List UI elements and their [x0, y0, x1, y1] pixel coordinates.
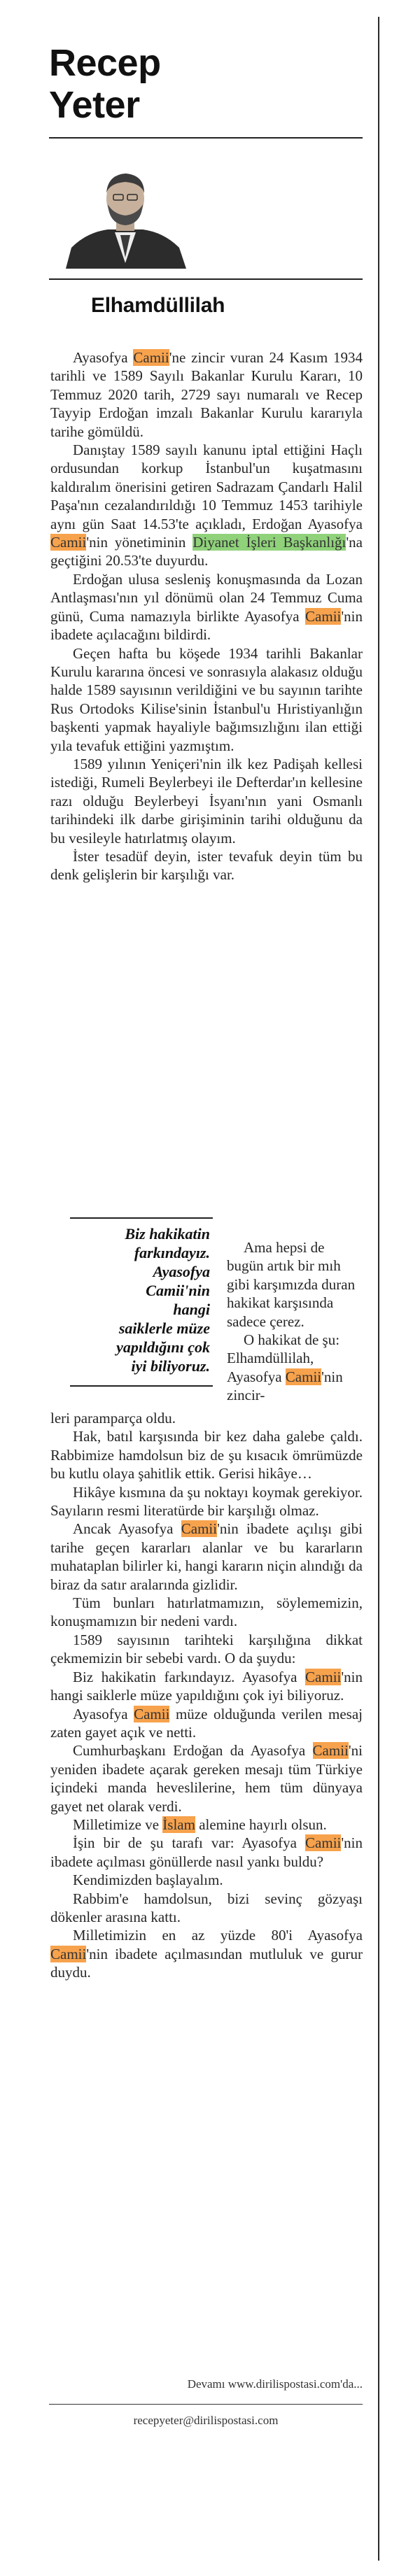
highlight: Camii — [50, 534, 87, 551]
highlight: Camii — [285, 1368, 322, 1385]
paragraph: Hikâye kısmına da şu noktayı koymak gerekiyor. Sayıların resmi literatürde bir karşılığı olmaz. — [50, 1483, 363, 1520]
highlight: Camii — [50, 1945, 87, 1962]
paragraph: Ayasofya Camii'ne zincir vuran 24 Kasım 1934 tarihli ve 1589 Sayılı Bakanlar Kurulu Kararı, 10 Temmuz 2020 tarih, 2729 sayı numaralı ve Recep Tayyip Erdoğan imzalı Bakanlar Kurulu kararıyla tarihe gömüldü. — [50, 349, 363, 440]
paragraph: İster tesadüf deyin, ister tevafuk deyin tüm bu denk gelişlerin bir karşılığı var. — [50, 847, 363, 884]
author-last-name: Yeter — [49, 84, 140, 126]
paragraph: Ancak Ayasofya Camii'nin ibadete açılışı gibi tarihe geçen kararları alanlar ve bu kararların muhataplan bilirler ki, hangi kararın niçin alındığı da biraz da satır aralarında gizlidir. — [50, 1520, 363, 1593]
author-photo — [59, 165, 192, 269]
continuation-note: Devamı www.dirilispostasi.com'da... — [187, 2377, 363, 2391]
author-rule — [49, 137, 363, 139]
pullquote: Biz hakikatin farkındayız. Ayasofya Camii'nin hangi saiklerle müze yapıldığını çok iyi biliyoruz. — [116, 1225, 210, 1375]
paragraph: Geçen hafta bu köşede 1934 tarihli Bakanlar Kurulu kararına öncesi ve sonrasıyla alakasız olduğu halde 1589 sayısının verildiğini ve bu sayının tarihte Rus Ortodoks Kilise'sinin İstanbul'u Hıristiyanlığın başkenti yapmak hayaliyle bağımsızlığını ilan ettiği yıla tevafuk ettiğini yazmıştım. — [50, 644, 363, 754]
paragraph: Milletimize ve İslam alemine hayırlı olsun. — [73, 1816, 327, 1833]
paragraph: 1589 yılının Yeniçeri'nin ilk kez Padişah kellesi istediği, Rumeli Beylerbeyi ile Defterdar'ın kellesine razı olduğu Beylerbeyi İsyanı'nın yani Osmanlı tarihindeki ilk darbe girişiminin tarihi olduğunu da bu vesileyle hatırlatmış olayım. — [50, 755, 363, 847]
author-first-name: Recep — [49, 42, 161, 84]
paragraph: Milletimizin en az yüzde 80'i Ayasofya Camii'nin ibadete açılmasından mutluluk ve gurur duydu. — [50, 1927, 363, 1981]
paragraph: Rabbim'e hamdolsun, bizi sevinç gözyaşı dökenler arasına kattı. — [50, 1890, 363, 1925]
paragraph: Ayasofya Camii müze olduğunda verilen mesaj zaten gayet açık ve netti. — [50, 1705, 363, 1741]
author-email: recepyeter@dirilispostasi.com — [133, 2414, 279, 2427]
author-name — [49, 42, 161, 126]
photo-rule — [49, 278, 363, 280]
body-narrow — [227, 1238, 363, 1405]
paragraph: Danıştay 1589 sayılı kanunu iptal ettiğini Haçlı ordusundan korkup İstanbul'un kuşatmasını kaldıralım önerisini getiren Sadrazam Çandarlı Halil Paşa'nın cezalandırıldığı 10 Temmuz 1453 tarihiyle aynı gün Saat 14.53'te açıkladı, Erdoğan Ayasofya Camii'nin yönetiminin Diyanet İşleri Başkanlığı'na geçtiğini 20.53'te duyurdu. — [50, 441, 363, 569]
highlight: Camii — [305, 1668, 342, 1685]
paragraph: Hak, batıl karşısında bir kez daha galebe çaldı. Rabbimize hamdolsun biz de şu kısacık ömrümüzde bu kutlu olaya şahitlik ettik. Gerisi hikâye… — [50, 1428, 363, 1482]
body-bottom — [50, 1409, 363, 1982]
body-top — [50, 348, 363, 884]
column-headline: Elhamdüllilah — [91, 294, 225, 317]
highlight: Camii — [305, 1834, 342, 1852]
paragraph: 1589 sayısının tarihteki karşılığına dikkat çekmemizin bir sebebi vardı. O da şuydu: — [50, 1631, 363, 1667]
footer-rule — [49, 2404, 363, 2405]
paragraph: Ama hepsi de bugün artık bir mıh gibi karşımızda duran hakikat karşısında sadece çerez. — [227, 1239, 356, 1330]
paragraph: Erdoğan ulusa sesleniş konuşmasında da Lozan Antlaşması'nın yıl dönümü olan 24 Temmuz Cuma günü, Cuma namazıyla birlikte Ayasofya Camii'nin ibadete açılacağını bildirdi. — [50, 570, 363, 644]
highlight: Camii — [134, 1705, 170, 1722]
highlight: Diyanet İşleri Başkanlığı — [192, 534, 346, 551]
pullquote-rule-top — [70, 1217, 213, 1219]
highlight: İslam — [162, 1816, 195, 1833]
paragraph: İşin bir de şu tarafı var: Ayasofya Camii'nin ibadete açılması gönüllerde nasıl yankı buldu? — [50, 1834, 363, 1870]
highlight: Camii — [305, 607, 342, 625]
pullquote-rule-bottom — [70, 1385, 213, 1387]
paragraph: Tüm bunları hatırlatmamızın, söylememizin, konuşmamızın bir nedeni vardı. — [50, 1594, 363, 1630]
paragraph: leri paramparça oldu. — [50, 1410, 176, 1427]
paragraph: Kendimizden başlayalım. — [73, 1871, 223, 1889]
highlight: Camii — [133, 349, 169, 366]
highlight: Camii — [312, 1742, 349, 1760]
paragraph: Biz hakikatin farkındayız. Ayasofya Camii'nin hangi saiklerle müze yapıldığını çok iyi biliyoruz. — [50, 1668, 363, 1704]
paragraph: Cumhurbaşkanı Erdoğan da Ayasofya Camii'ni yeniden ibadete açarak gereken mesajı tüm Türkiye içindeki manda heveslilerine, hem tüm dünyaya gayet net olarak verdi. — [50, 1742, 363, 1815]
paragraph: O hakikat de şu: Elhamdüllilah, Ayasofya Camii'nin zincir- — [227, 1331, 343, 1404]
highlight: Camii — [181, 1520, 218, 1538]
